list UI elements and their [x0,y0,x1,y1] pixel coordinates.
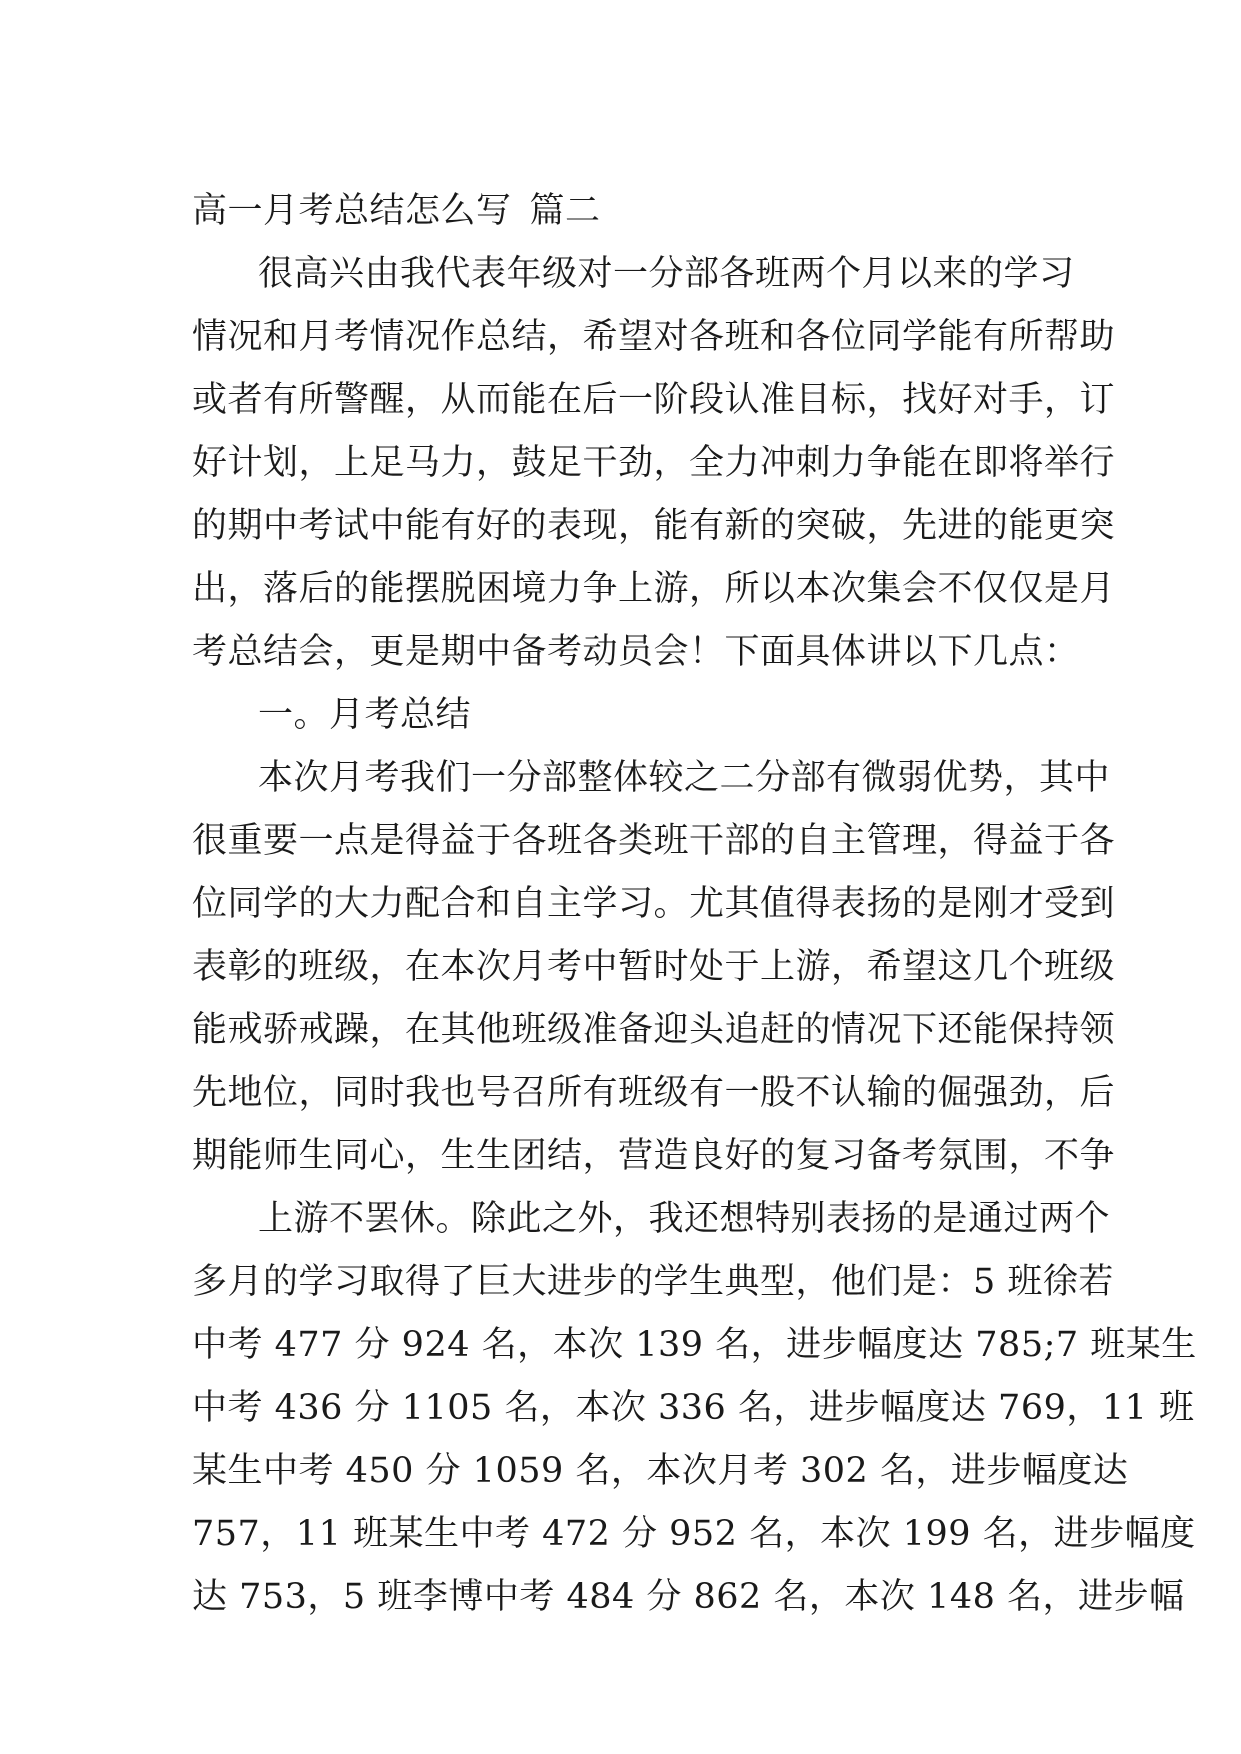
section-heading: 一。月考总结 [258,695,472,735]
paragraph-line: 期能师生同心，生生团结，营造良好的复习备考氛围，不争 [192,1136,1116,1176]
paragraph-students [192,1188,1197,1629]
paragraph-line: 的期中考试中能有好的表现，能有新的突破，先进的能更突 [192,506,1116,546]
paragraph-line: 考总结会，更是期中备考动员会！下面具体讲以下几点： [192,632,1080,672]
paragraph-line: 757，11 班某生中考 472 分 952 名，本次 199 名，进步幅度 [192,1514,1196,1554]
document-title [192,180,1052,243]
paragraph-intro [192,243,1116,684]
document-body [192,180,1197,1629]
paragraph-line: 情况和月考情况作总结，希望对各班和各位同学能有所帮助 [192,317,1116,357]
paragraph-line: 出，落后的能摆脱困境力争上游，所以本次集会不仅仅是月 [192,569,1116,609]
paragraph-line: 多月的学习取得了巨大进步的学生典型，他们是：5 班徐若 [192,1262,1114,1302]
paragraph-line: 中考 477 分 924 名，本次 139 名，进步幅度达 785;7 班某生 [192,1325,1197,1365]
paragraph-line: 某生中考 450 分 1059 名，本次月考 302 名，进步幅度达 [192,1451,1129,1491]
paragraph-line: 能戒骄戒躁，在其他班级准备迎头追赶的情况下还能保持领 [192,1010,1116,1050]
paragraph-line: 达 753，5 班李博中考 484 分 862 名，本次 148 名，进步幅 [192,1577,1185,1617]
paragraph-line: 表彰的班级，在本次月考中暂时处于上游，希望这几个班级 [192,947,1116,987]
title-text: 高一月考总结怎么写 [192,191,512,231]
paragraph-line: 好计划，上足马力，鼓足干劲，全力冲刺力争能在即将举行 [192,443,1116,483]
paragraph-line: 很重要一点是得益于各班各类班干部的自主管理，得益于各 [192,821,1116,861]
paragraph-line: 本次月考我们一分部整体较之二分部有微弱优势，其中 [258,758,1111,798]
paragraph-line: 中考 436 分 1105 名，本次 336 名，进步幅度达 769，11 班 [192,1388,1195,1428]
paragraph-line: 位同学的大力配合和自主学习。尤其值得表扬的是刚才受到 [192,884,1116,924]
paragraph-line: 上游不罢休。除此之外，我还想特别表扬的是通过两个 [258,1199,1111,1239]
title-suffix: 篇二 [529,191,601,231]
paragraph-line: 很高兴由我代表年级对一分部各班两个月以来的学习 [258,254,1075,294]
paragraph-summary [192,747,1116,1188]
paragraph-line: 或者有所警醒，从而能在后一阶段认准目标，找好对手，订 [192,380,1116,420]
paragraph-line: 先地位，同时我也号召所有班级有一股不认输的倔强劲，后 [192,1073,1116,1113]
